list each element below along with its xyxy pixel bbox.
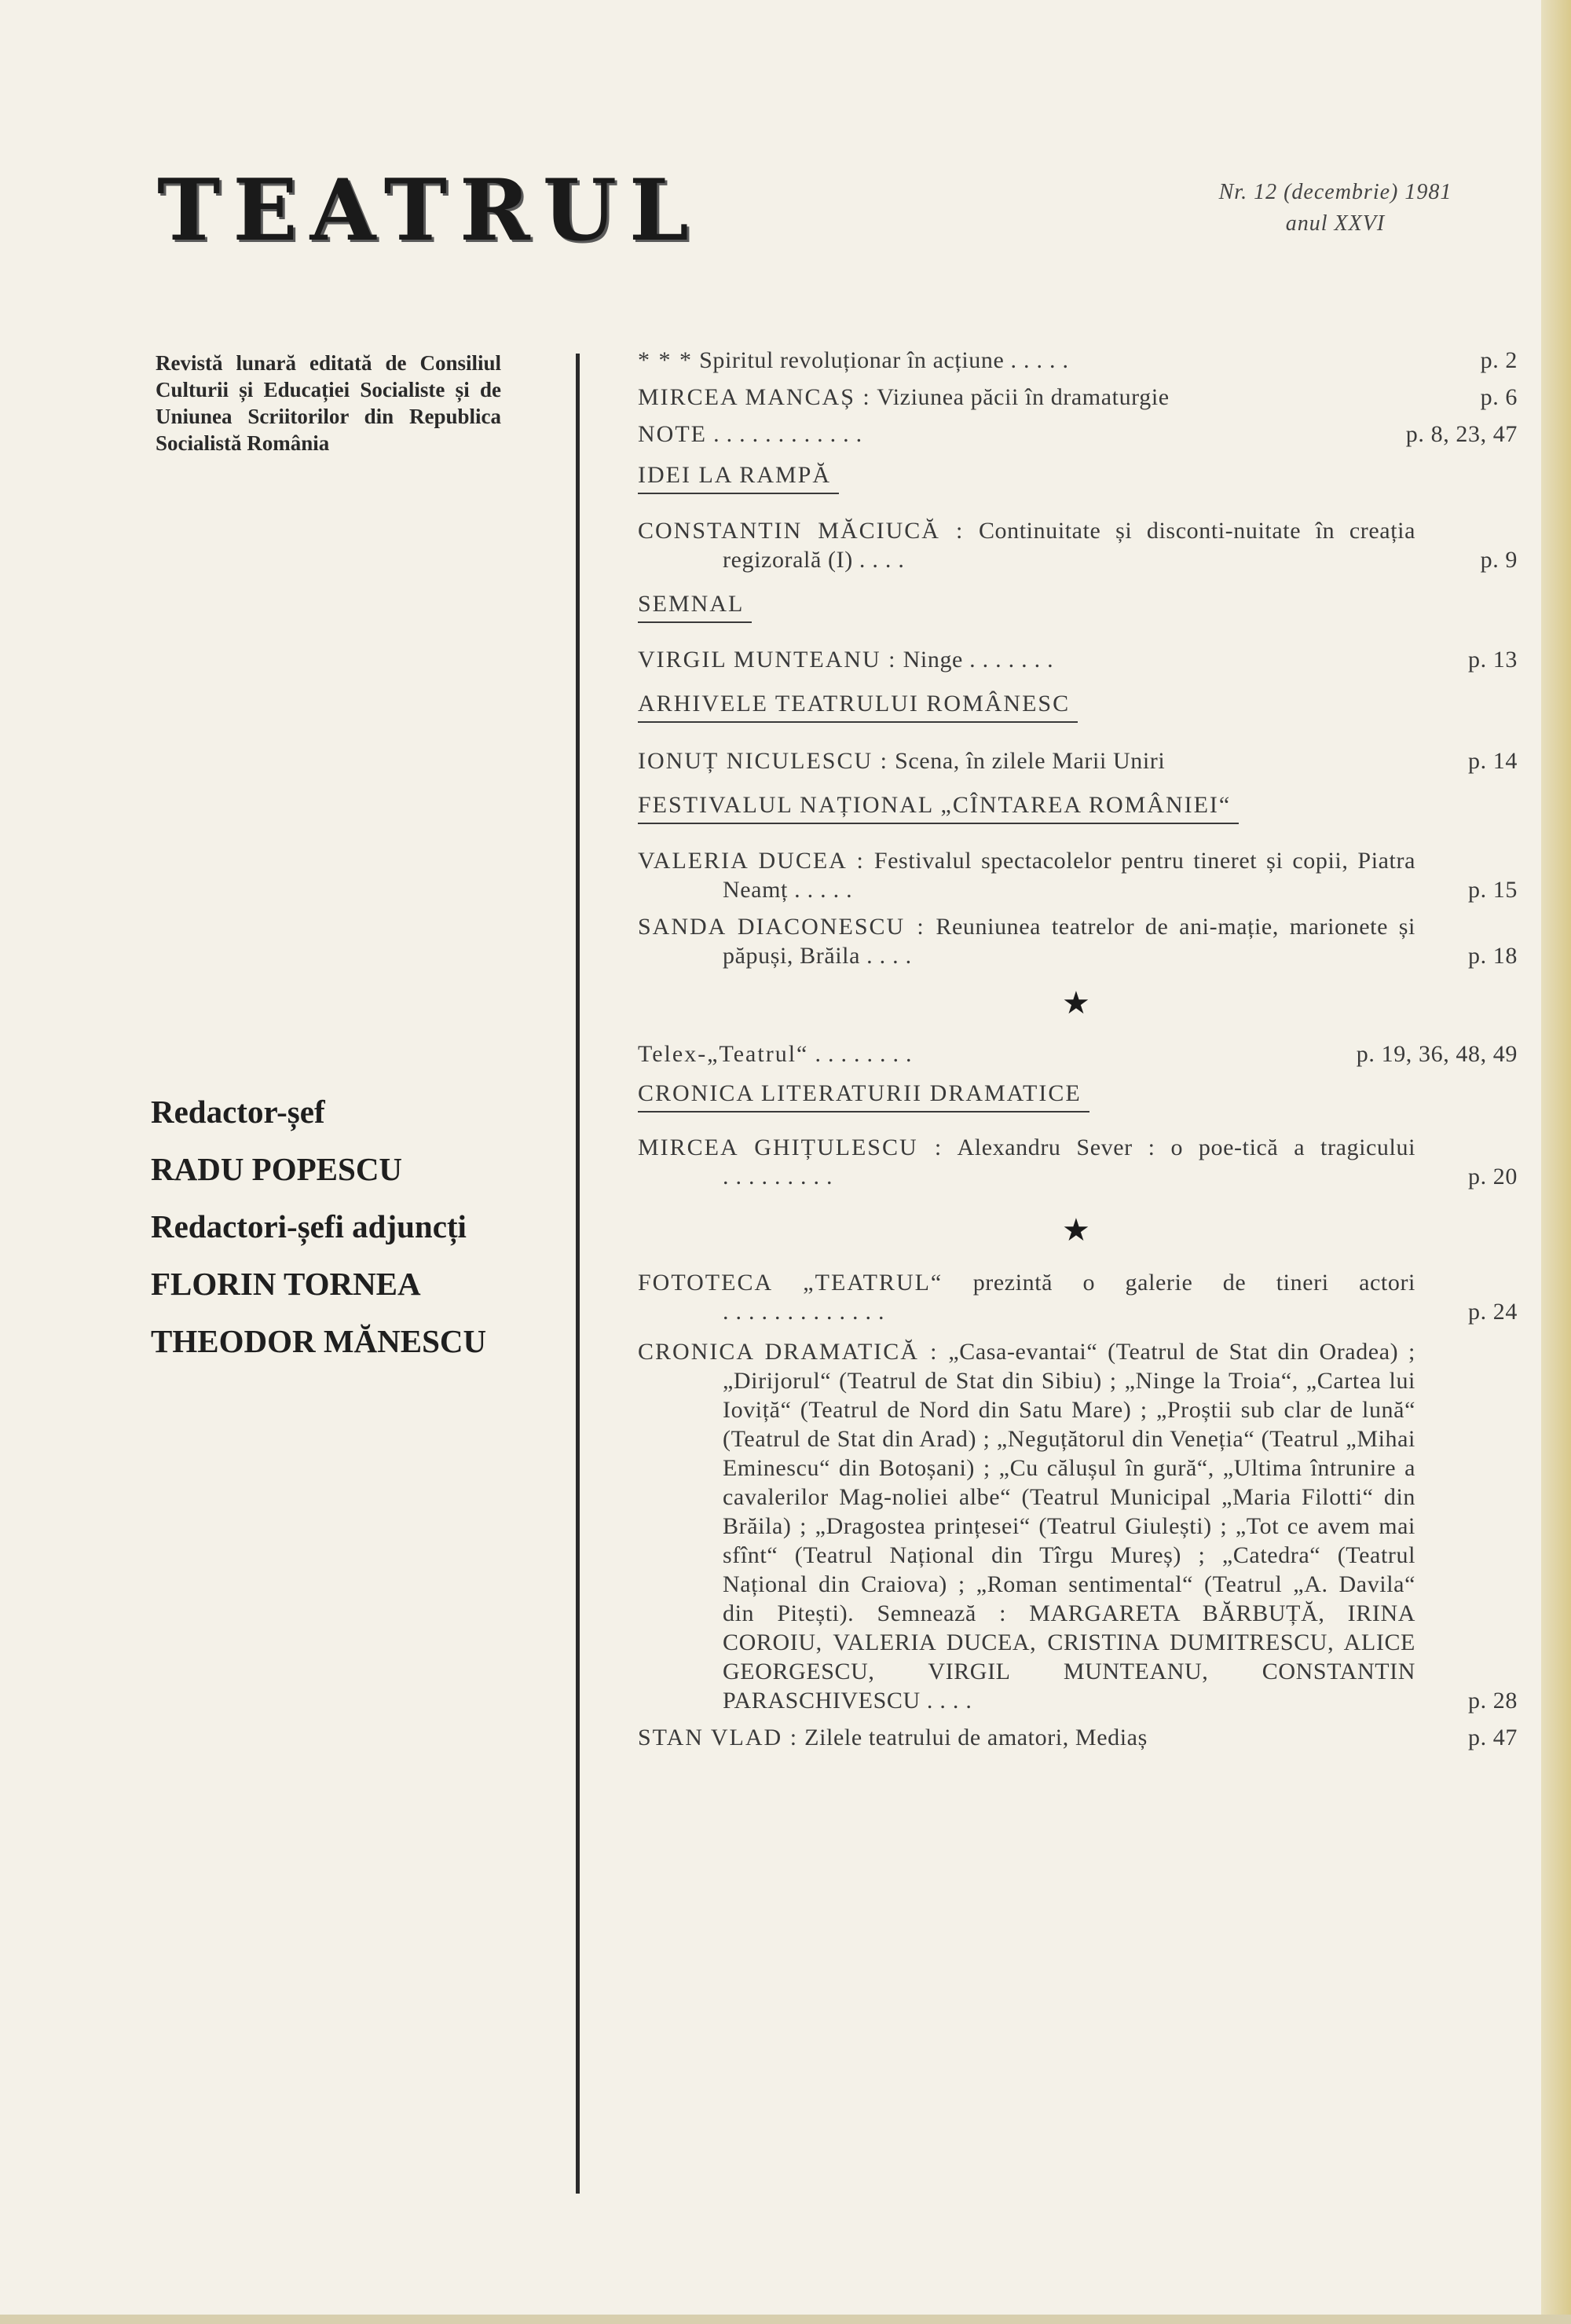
star-separator: ★	[1062, 985, 1090, 1021]
section-heading: FESTIVALUL NAȚIONAL „CÎNTAREA ROMÂNIEI“	[638, 791, 1239, 824]
editorial-staff	[151, 1092, 559, 1379]
toc-entry: * * * Spiritul revoluționar în acțiune ..... p. 2	[638, 347, 1518, 373]
toc-page: p. 47	[1468, 1725, 1518, 1750]
toc-page: p. 24	[1468, 1299, 1518, 1325]
publisher-note: Revistă lunară editată de Consiliul Culturii și Educației Socialiste și de Uniunea Scriitorilor din Republica Socialistă România	[156, 351, 501, 455]
deputy-editor-name: FLORIN TORNEA	[151, 1266, 421, 1302]
section-heading: ARHIVELE TEATRULUI ROMÂNESC	[638, 690, 1078, 723]
star-separator: ★	[1062, 1212, 1090, 1248]
deputy-editors-label: Redactori-șefi adjuncți	[151, 1208, 467, 1244]
toc-entry: SANDA DIACONESCU : Reuniunea teatrelor de ani-mație, marionete și păpuși, Brăila .... p. 18	[638, 914, 1518, 969]
toc-entry: Telex-„Teatrul“ ........ p. 19, 36, 48, 49	[638, 1041, 1518, 1067]
toc-page: p. 19, 36, 48, 49	[1356, 1041, 1518, 1067]
page-edge-bottom	[0, 2315, 1571, 2324]
star-separator-row	[638, 1212, 1518, 1248]
toc-entry: CONSTANTIN MĂCIUCĂ : Continuitate și disconti-nuitate în creația regizorală (I) .... p. 9	[638, 518, 1518, 573]
toc-entry: MIRCEA MANCAȘ : Viziunea păcii în dramaturgie p. 6	[638, 384, 1518, 410]
toc-page: p. 9	[1480, 547, 1518, 573]
toc-page: p. 8, 23, 47	[1405, 421, 1518, 447]
toc-page: p. 13	[1468, 647, 1518, 673]
toc-page: p. 6	[1480, 384, 1518, 410]
toc-entry: MIRCEA GHIȚULESCU : Alexandru Sever : o poe-tică a tragicului ......... p. 20	[638, 1135, 1518, 1189]
toc-page: p. 2	[1480, 347, 1518, 373]
toc-page: p. 14	[1468, 748, 1518, 774]
toc-page: p. 28	[1468, 1688, 1518, 1714]
deputy-editor-name: THEODOR MĂNESCU	[151, 1323, 487, 1359]
toc-entry: NOTE ............ p. 8, 23, 47	[638, 421, 1518, 447]
toc-entry: CRONICA DRAMATICĂ : „Casa-evantai“ (Teatrul de Stat din Oradea) ; „Dirijorul“ (Teatrul de Stat din Sibiu) ; „Ninge la Troia“, „Cartea lui Ioviță“ (Teatrul de Nord din Satu Mare) ; „Proștii sub clar de lună“ (Teatrul de Stat din Arad) ; „Neguțătorul din Veneția“ (Teatrul „Mihai Eminescu“ din Botoșani) ; „Cu călușul în gură“, „Ultima întrunire a cavalerilor Mag-noliei albe“ (Teatrul Municipal „Maria Filotti“ din Brăila) ; „Dragostea prințesei“ (Teatrul Giulești) ; „Tot ce avem mai sfînt“ (Teatrul Național din Tîrgu Mureș) ; „Catedra“ (Teatrul Național din Craiova) ; „Roman sentimental“ (Teatrul „A. Davila“ din Pitești). Semnează : MARGARETA BĂRBUȚĂ, IRINA COROIU, VALERIA DUCEA, CRISTINA DUMITRESCU, ALICE GEORGESCU, VIRGIL MUNTEANU, CONSTANTIN PARASCHIVESCU .... p. 28	[638, 1339, 1518, 1714]
issue-number: Nr. 12 (decembrie) 1981	[1218, 180, 1452, 204]
toc-page: p. 15	[1468, 877, 1518, 903]
masthead-title: TEATRUL	[157, 161, 701, 260]
section-heading: SEMNAL	[638, 590, 752, 623]
chief-editor-label: Redactor-șef	[151, 1094, 325, 1130]
issue-year: anul XXVI	[1285, 211, 1386, 236]
star-separator-row	[638, 985, 1518, 1021]
column-divider	[576, 354, 580, 2194]
section-heading: IDEI LA RAMPĂ	[638, 461, 839, 494]
toc-entry: VALERIA DUCEA : Festivalul spectacolelor pentru tineret și copii, Piatra Neamț ..... p. 15	[638, 848, 1518, 903]
table-of-contents	[638, 346, 1518, 1752]
section-heading: CRONICA LITERATURII DRAMATICE	[638, 1080, 1089, 1113]
issue-info	[1170, 177, 1500, 240]
toc-entry: VIRGIL MUNTEANU : Ninge ....... p. 13	[638, 647, 1518, 673]
chief-editor-name: RADU POPESCU	[151, 1151, 403, 1187]
toc-page: p. 18	[1468, 943, 1518, 969]
toc-entry: IONUȚ NICULESCU : Scena, în zilele Marii Uniri p. 14	[638, 748, 1518, 774]
toc-entry: STAN VLAD : Zilele teatrului de amatori, Mediaș p. 47	[638, 1725, 1518, 1750]
toc-page: p. 20	[1468, 1164, 1518, 1189]
toc-entry: FOTOTECA „TEATRUL“ prezintă o galerie de tineri actori ............. p. 24	[638, 1270, 1518, 1325]
page-edge	[1541, 0, 1571, 2324]
